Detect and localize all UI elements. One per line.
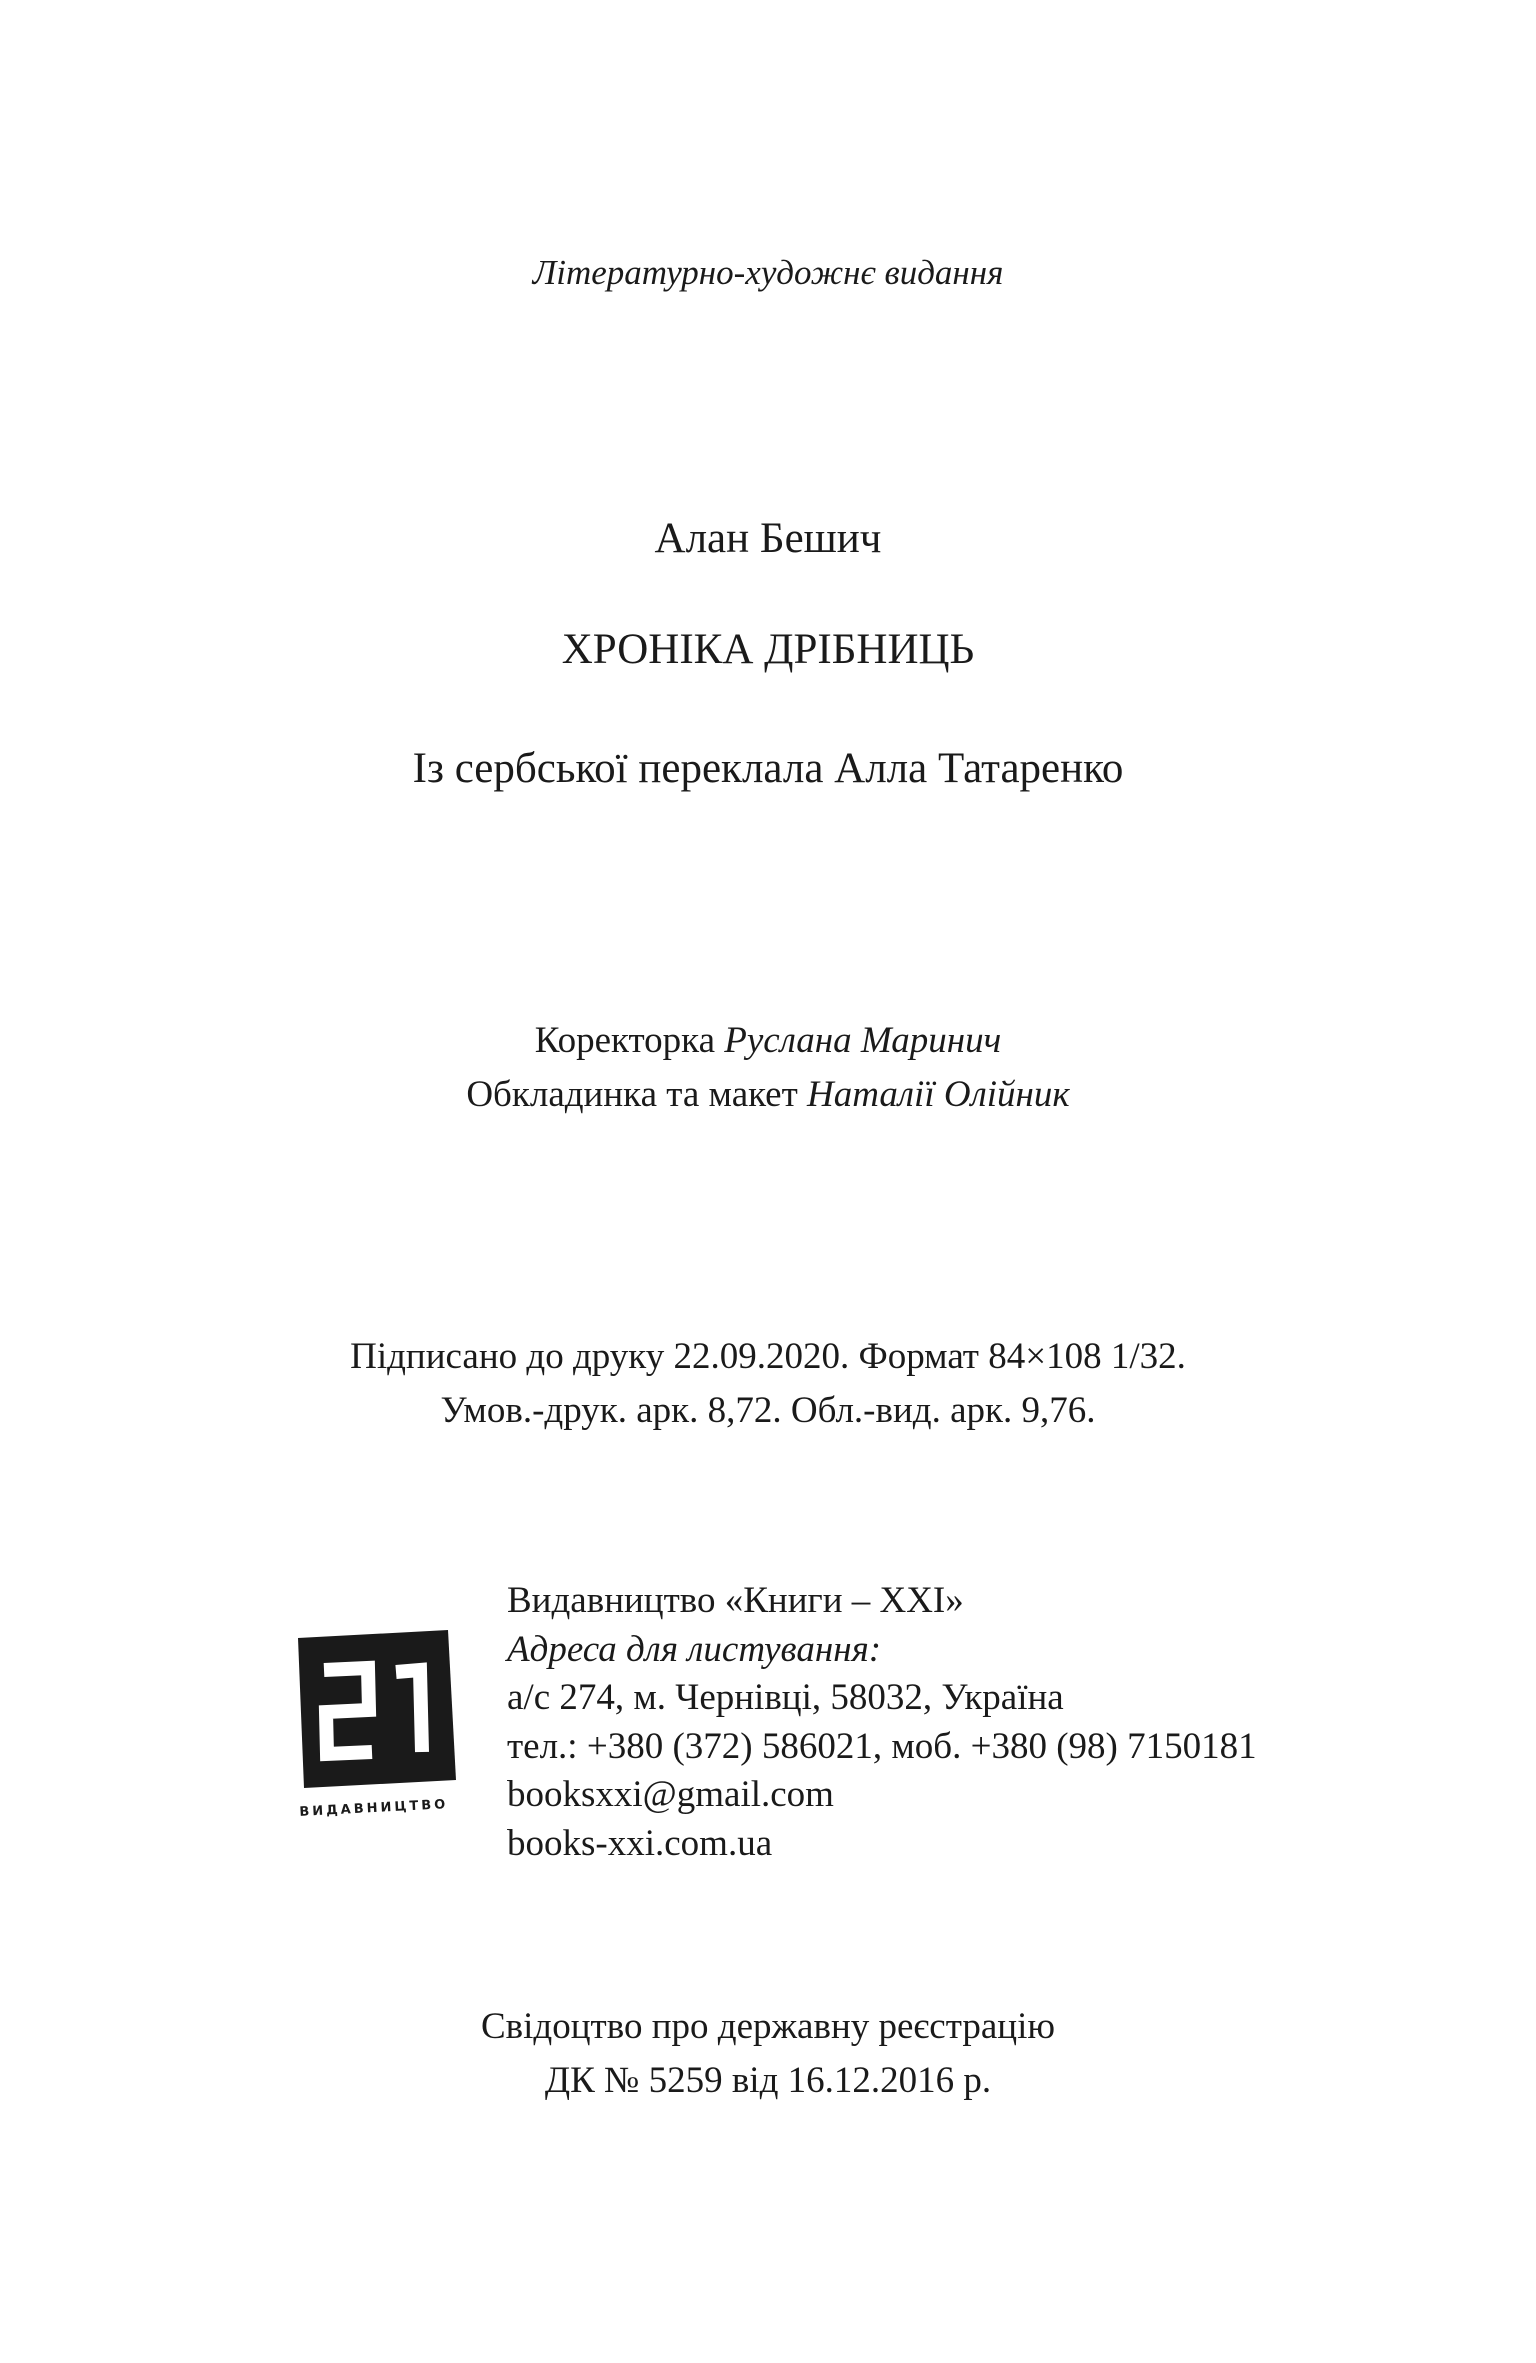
- publisher-name: Видавництво «Книги – XXI»: [507, 1580, 964, 1621]
- print-info-line-1: Підписано до друку 22.09.2020. Формат 84×108 1/32.: [350, 1336, 1186, 1377]
- registration-line-2: ДК № 5259 від 16.12.2016 р.: [544, 2060, 992, 2101]
- address-label: Адреса для листування:: [507, 1628, 882, 1670]
- phone-numbers: тел.: +380 (372) 586021, моб. +380 (98) 7150181: [507, 1725, 1257, 1767]
- publisher-info: [507, 1577, 1257, 1868]
- proofreader-credit: [0, 1022, 1536, 1059]
- logo-caption: ВИДАВНИЦТВО: [299, 1797, 449, 1820]
- book-title: ХРОНІКА ДРІБНИЦЬ: [561, 626, 975, 673]
- design-label: Обкладинка та макет: [466, 1074, 798, 1115]
- design-credit: [0, 1076, 1536, 1113]
- edition-type: Літературно-художнє видання: [532, 253, 1004, 292]
- website-address: books-xxi.com.ua: [507, 1822, 773, 1864]
- design-name: Наталії Олійник: [807, 1074, 1070, 1115]
- author-name: Алан Бешич: [654, 515, 882, 562]
- registration-line-1: Свідоцтво про державну реєстрацію: [481, 2006, 1055, 2047]
- publisher-logo: [296, 1630, 459, 1830]
- proofreader-label: Коректорка: [534, 1020, 716, 1061]
- translation-credit: Із сербської переклала Алла Татаренко: [412, 745, 1124, 792]
- proofreader-name: Руслана Маринич: [724, 1020, 1002, 1061]
- email-address: booksxxi@gmail.com: [507, 1774, 834, 1815]
- print-info-line-2: Умов.-друк. арк. 8,72. Обл.-вид. арк. 9,76.: [440, 1390, 1096, 1431]
- postal-address: а/с 274, м. Чернівці, 58032, Україна: [507, 1677, 1064, 1718]
